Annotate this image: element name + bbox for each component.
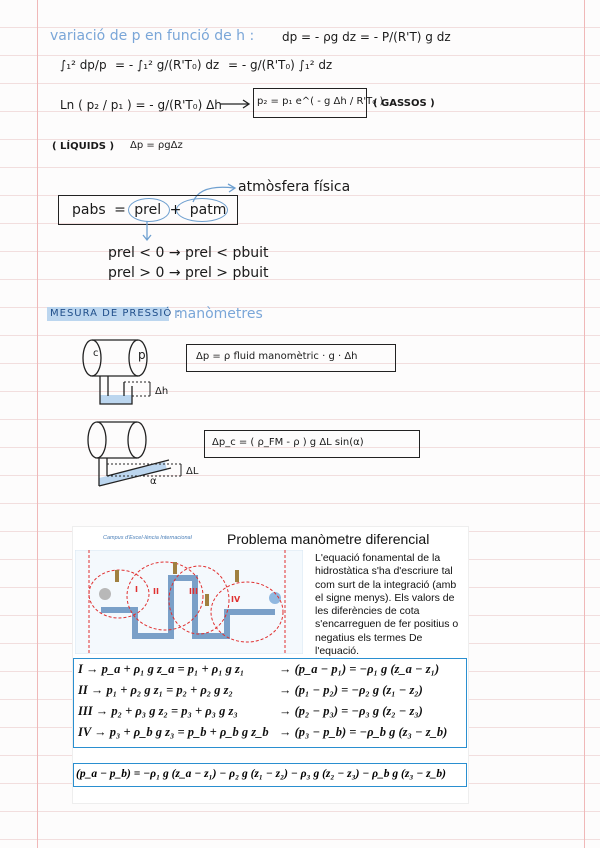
liquids-label: ( LÍQUIDS ) <box>52 141 115 152</box>
eq-row-4-rhs: → (p₃ − p_b) = −ρ_b g (z₃ − z_b) <box>279 725 448 739</box>
down-arrow-icon <box>140 220 154 242</box>
region-label-2: II <box>153 587 159 596</box>
region-label-3: III <box>189 587 198 596</box>
eq-row-2-lhs: p₁ + ρ₂ g z₁ = p₂ + ρ₂ g z₂ <box>106 683 233 697</box>
region-label-1: I <box>135 585 138 594</box>
eq-row-1-lhs: p_a + ρ₁ g z_a = p₁ + ρ₁ g z₁ <box>101 662 245 676</box>
manometer1-eq: Δp = ρ fluid manomètric · g · Δh <box>196 351 358 362</box>
slide-paragraph: L'equació fonamental de la hidrostàtica s'ha d'escriure tal com surt de la integració (amb el signe menys). Els valors de les diferències de cota s'encarreguen de fer positius o negatius els termes De l'equació. <box>315 552 459 658</box>
integral-mid: = - ∫₁² g/(R'T₀) dz <box>115 58 220 72</box>
final-equation: (p_a − p_b) = −ρ₁ g (z_a − z₁) − ρ₂ g (z₁ − z₂) − ρ₃ g (z₂ − z₃) − ρ_b g (z₃ − z_b) <box>76 768 446 780</box>
right-margin-line <box>584 0 585 848</box>
region-label-4: IV <box>231 595 241 604</box>
eq-row-4: IV → p₃ + ρ_b g z₃ = p_b + ρ_b g z_b <box>78 725 269 739</box>
eq-dp: dp = - ρg dz = - P/(R'T) g dz <box>282 30 451 44</box>
final-equation-box <box>73 763 467 787</box>
pabs-equation: pabs = prel + patm <box>72 202 227 218</box>
arrow-icon <box>218 96 252 112</box>
rule-negative: prel < 0 → prel < pbuit <box>108 245 269 261</box>
eq-row-3: III → p₂ + ρ₃ g z₂ = p₃ + ρ₃ g z₃ <box>78 704 238 718</box>
p2-formula: p₂ = p₁ e^( - g Δh / R'T₀ ) <box>257 96 384 107</box>
section-subtitle: manòmetres <box>174 306 263 322</box>
eq-row-2-rhs: → (p₁ − p₂) = −ρ₂ g (z₁ − z₂) <box>279 683 423 697</box>
eq-row-4-label: IV <box>78 725 91 739</box>
left-margin-line <box>37 0 38 848</box>
gases-label: ( GASSOS ) <box>373 98 435 109</box>
manometer-dl-label: ΔL <box>186 466 199 477</box>
ln-equation: Ln ( p₂ / p₁ ) = - g/(R'T₀) Δh <box>60 98 222 112</box>
eq-row-2-label: II <box>78 683 88 697</box>
liquids-eq: Δp = ρgΔz <box>130 140 183 151</box>
manometer-p-label: p <box>138 348 146 362</box>
integral-lhs: ∫₁² dp/p <box>60 58 107 72</box>
equation-rows-box <box>73 658 467 748</box>
differential-manometer-diagram <box>75 550 303 654</box>
eq-row-1-label: I <box>78 662 83 676</box>
eq-row-3-lhs: p₂ + ρ₃ g z₂ = p₃ + ρ₃ g z₃ <box>111 704 238 718</box>
eq-row-3-label: III <box>78 704 93 718</box>
manometer-c-label: c <box>93 348 99 359</box>
slide-campus-label: Campus d'Excel·lència Internacional <box>103 535 192 541</box>
pasted-slide <box>73 527 468 803</box>
heading-variation: variació de p en funció de h : <box>50 28 255 44</box>
eq-row-1: I → p_a + ρ₁ g z_a = p₁ + ρ₁ g z₁ <box>78 662 245 676</box>
manometer-dh-label: Δh <box>155 386 169 397</box>
section-title: MESURA DE PRESSIÓ : <box>50 308 181 319</box>
manometer-alpha-label: α <box>150 476 157 487</box>
eq-row-3-rhs: → (p₂ − p₃) = −ρ₃ g (z₂ − z₃) <box>279 704 423 718</box>
manometer-diagram-2 <box>85 420 205 500</box>
atm-label: atmòsfera física <box>238 179 351 195</box>
eq-row-4-lhs: p₃ + ρ_b g z₃ = p_b + ρ_b g z_b <box>109 725 269 739</box>
eq-row-2: II → p₁ + ρ₂ g z₁ = p₂ + ρ₂ g z₂ <box>78 683 233 697</box>
manometer2-eq: Δp_c = ( ρ_FM - ρ ) g ΔL sin(α) <box>212 437 364 448</box>
eq-row-1-rhs: → (p_a − p₁) = −ρ₁ g (z_a − z₁) <box>279 662 440 676</box>
slide-title: Problema manòmetre diferencial <box>227 531 430 547</box>
rule-positive: prel > 0 → prel > pbuit <box>108 265 269 281</box>
integral-rhs: = - g/(R'T₀) ∫₁² dz <box>228 58 333 72</box>
